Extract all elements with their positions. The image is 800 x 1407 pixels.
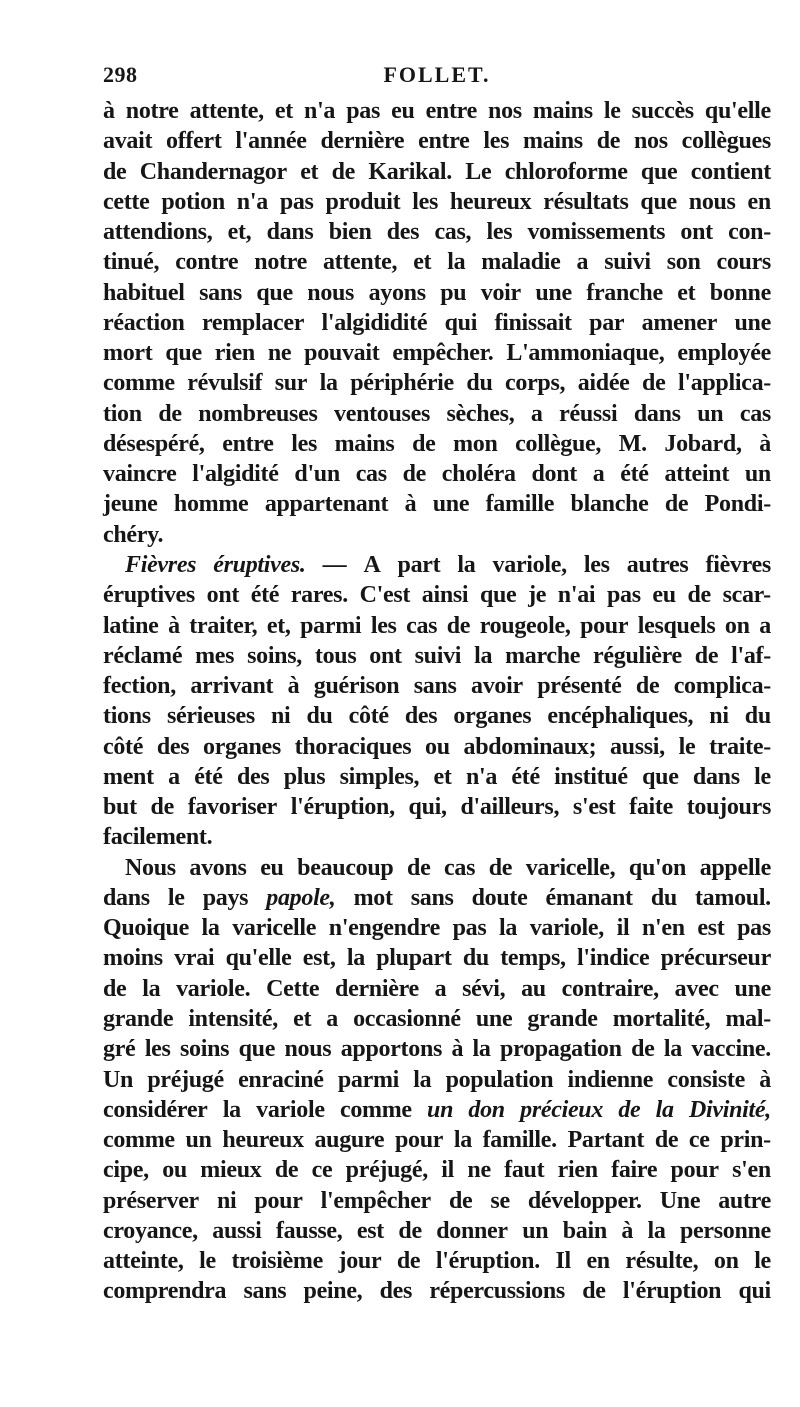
text-line: cipe, ou mieux de ce préjugé, il ne faut rien faire pour s'en [103,1157,771,1184]
text-line: comme un heureux augure pour la famille. Partant de ce prin- [103,1127,771,1154]
text-line: grande intensité, et a occasionné une grande mortalité, mal- [103,1005,771,1032]
text-line: gré les soins que nous apportons à la propagation de la vaccine. [103,1036,771,1063]
text-line: jeune homme appartenant à une famille blanche de Pondi- [103,491,771,518]
body-text [103,96,771,1307]
text-line: latine à traiter, et, parmi les cas de rougeole, pour lesquels on a [103,612,771,639]
text-line: réclamé mes soins, tous ont suivi la marche régulière de l'af- [103,642,771,669]
text-line: Un préjugé enraciné parmi la population indienne consiste à [103,1066,771,1093]
text-line: réaction remplacer l'algididité qui finissait par amener une [103,309,771,336]
text-line: de Chandernagor et de Karikal. Le chloroforme que contient [103,158,771,185]
text-line: de la variole. Cette dernière a sévi, au contraire, avec une [103,975,771,1002]
text-line: habituel sans que nous ayons pu voir une franche et bonne [103,279,771,306]
text-line: facilement. [103,824,213,851]
text-line: croyance, aussi fausse, est de donner un bain à la personne [103,1217,771,1244]
text-line: Quoique la varicelle n'engendre pas la variole, il n'en est pas [103,915,771,942]
text-line: tinué, contre notre attente, et la maladie a suivi son cours [103,249,771,276]
running-header [103,62,771,92]
text-line: vaincre l'algidité d'un cas de choléra dont a été atteint un [103,461,771,488]
text-line: but de favoriser l'éruption, qui, d'ailleurs, s'est faite toujours [103,794,771,821]
text-line: comprendra sans peine, des répercussions de l'éruption qui [103,1278,771,1305]
text-line: à notre attente, et n'a pas eu entre nos mains le succès qu'elle [103,98,771,124]
text-line: côté des organes thoraciques ou abdominaux; aussi, le traite- [103,733,771,760]
text-line: dans le pays papole, mot sans doute émanant du tamoul. [103,884,771,911]
text-line: Nous avons eu beaucoup de cas de varicelle, qu'on appelle [125,854,771,881]
page-number: 298 [103,62,138,87]
text-line: ment a été des plus simples, et n'a été institué que dans le [103,763,771,790]
running-title: FOLLET. [383,62,491,87]
text-line: désespéré, entre les mains de mon collègue, M. Jobard, à [103,430,771,457]
text-line: tion de nombreuses ventouses sèches, a réussi dans un cas [103,400,771,427]
text-line: Fièvres éruptives. — A part la variole, les autres fièvres [125,551,771,578]
text-line: tions sérieuses ni du côté des organes encéphaliques, ni du [103,703,771,730]
text-line: atteinte, le troisième jour de l'éruption. Il en résulte, on le [103,1248,771,1275]
text-line: moins vrai qu'elle est, la plupart du temps, l'indice précurseur [103,945,771,972]
text-line: préserver ni pour l'empêcher de se développer. Une autre [103,1187,771,1214]
text-line: éruptives ont été rares. C'est ainsi que je n'ai pas eu de scar- [103,582,771,609]
text-line: fection, arrivant à guérison sans avoir présenté de complica- [103,673,771,700]
text-line: attendions, et, dans bien des cas, les vomissements ont con- [103,219,771,246]
text-line: comme révulsif sur la périphérie du corps, aidée de l'applica- [103,370,771,397]
text-line: cette potion n'a pas produit les heureux résultats que nous en [103,188,771,215]
text-line: considérer la variole comme un don précieux de la Divinité, [103,1096,771,1123]
text-line: avait offert l'année dernière entre les mains de nos collègues [103,128,771,155]
text-line: mort que rien ne pouvait empêcher. L'ammoniaque, employée [103,340,771,367]
text-line: chéry. [103,521,164,548]
